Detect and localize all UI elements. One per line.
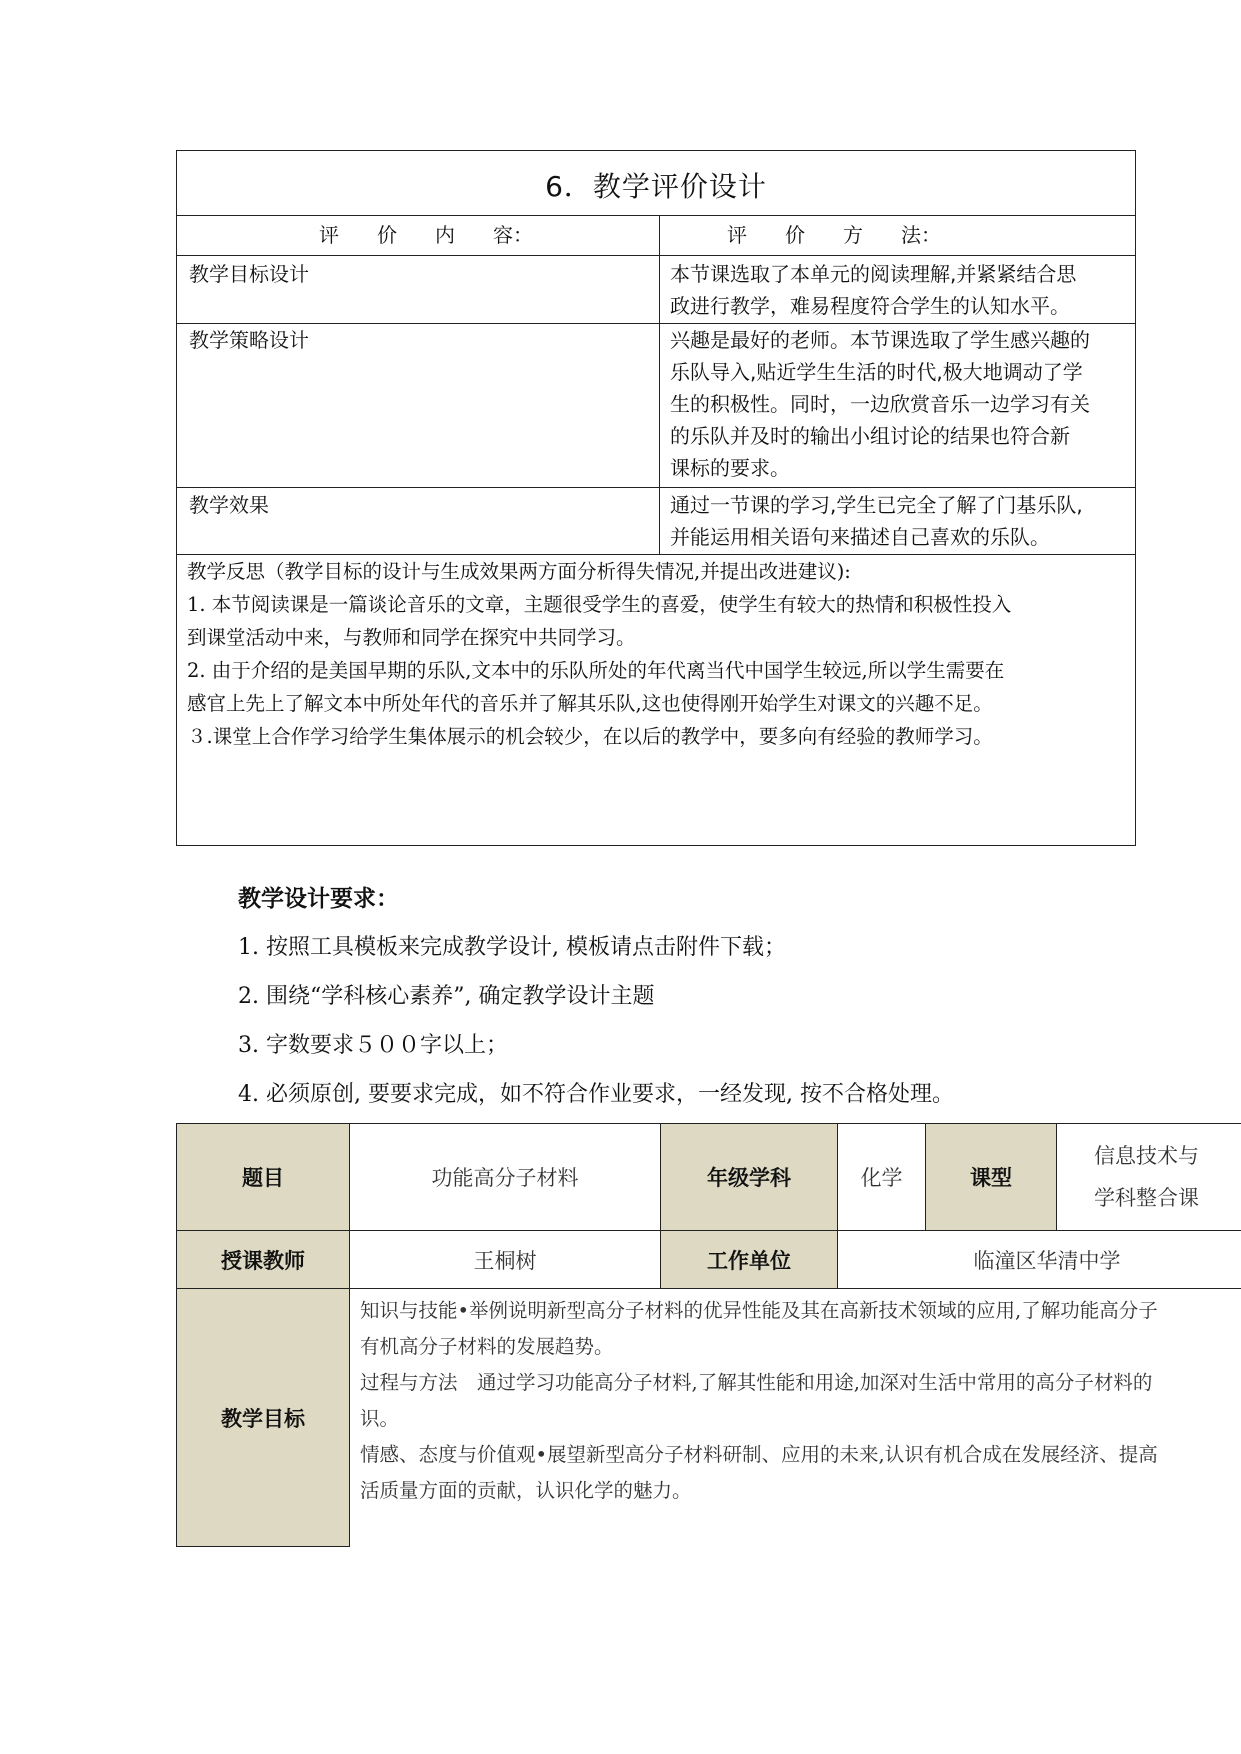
header-char: 方 xyxy=(843,223,863,247)
evaluation-table xyxy=(176,150,1136,846)
header-char: 法： xyxy=(901,223,941,247)
text-line: 兴趣是最好的老师。本节课选取了学生感兴趣的 xyxy=(670,328,1090,352)
row-divider xyxy=(177,255,1135,256)
text-line: 本节课选取了本单元的阅读理解,并紧紧结合思 xyxy=(670,262,1077,286)
teaching-reflection xyxy=(187,555,1127,753)
design-requirements xyxy=(238,880,954,1127)
header-char: 容： xyxy=(493,223,533,247)
text-line: 政进行教学，难易程度符合学生的认知水平。 xyxy=(670,294,1070,318)
header-char: 评 xyxy=(319,223,339,247)
reflection-line: 2. 由于介绍的是美国早期的乐队,文本中的乐队所处的年代离当代中国学生较远,所以学生需要在 xyxy=(187,659,1005,682)
text-line: 乐队导入,贴近学生生活的时代,极大地调动了学 xyxy=(670,360,1083,384)
reflection-line: 1. 本节阅读课是一篇谈论音乐的文章，主题很受学生的喜爱，使学生有较大的热情和积极性投入 xyxy=(187,593,1012,616)
eval-method-strategy xyxy=(670,324,1130,484)
header-char: 评 xyxy=(727,223,747,247)
type-label: 课型 xyxy=(926,1124,1057,1231)
objective-line: 过程与方法 通过学习功能高分子材料,了解其性能和用途,加深对生活中常用的高分子材料的 xyxy=(360,1371,1153,1394)
requirement-item: 4. 必须原创, 要要求完成，如不符合作业要求，一经发现, 按不合格处理。 xyxy=(238,1082,954,1107)
column-divider xyxy=(659,215,660,554)
lesson-info-table xyxy=(176,1123,1241,1547)
text-line: 的乐队并及时的输出小组讨论的结果也符合新 xyxy=(670,424,1070,448)
objective-line: 知识与技能•举例说明新型高分子材料的优异性能及其在高新技术领域的应用,了解功能高分子 xyxy=(360,1299,1158,1322)
header-content xyxy=(319,219,571,251)
eval-item-strategy: 教学策略设计 xyxy=(189,328,309,352)
requirement-item: 2. 围绕“学科核心素养”, 确定教学设计主题 xyxy=(238,984,655,1009)
type-line: 学科整合课 xyxy=(1094,1186,1199,1210)
objective-line: 识。 xyxy=(360,1407,400,1430)
reflection-line: 教学反思（教学目标的设计与生成效果两方面分析得失情况,并提出改进建议): xyxy=(187,560,851,583)
requirements-title: 教学设计要求： xyxy=(238,885,399,912)
unit-value: 临潼区华清中学 xyxy=(838,1231,1241,1289)
topic-label: 题目 xyxy=(177,1124,350,1231)
topic-value: 功能高分子材料 xyxy=(350,1124,661,1231)
eval-method-objective xyxy=(670,258,1130,322)
teacher-value: 王桐树 xyxy=(350,1231,661,1289)
type-line: 信息技术与 xyxy=(1094,1144,1199,1168)
reflection-line: ３.课堂上合作学习给学生集体展示的机会较少，在以后的教学中，要多向有经验的教师学习。 xyxy=(187,725,993,748)
row-divider xyxy=(177,215,1135,216)
grade-value: 化学 xyxy=(838,1124,926,1231)
reflection-line: 感官上先上了解文本中所处年代的音乐并了解其乐队,这也使得刚开始学生对课文的兴趣不足。 xyxy=(187,692,993,715)
objectives-text xyxy=(360,1293,1241,1509)
unit-label: 工作单位 xyxy=(661,1231,838,1289)
teacher-label: 授课教师 xyxy=(177,1231,350,1289)
header-char: 价 xyxy=(377,223,397,247)
objectives-label: 教学目标 xyxy=(177,1289,350,1547)
type-value xyxy=(1057,1124,1241,1231)
objectives-cell xyxy=(350,1289,1241,1547)
objective-line: 活质量方面的贡献，认识化学的魅力。 xyxy=(360,1479,692,1502)
requirement-item: 3. 字数要求５００字以上； xyxy=(238,1033,508,1058)
text-line: 生的积极性。同时，一边欣赏音乐一边学习有关 xyxy=(670,392,1090,416)
text-line: 课标的要求。 xyxy=(670,456,790,480)
requirement-item: 1. 按照工具模板来完成教学设计, 模板请点击附件下载； xyxy=(238,935,786,960)
grade-label: 年级学科 xyxy=(661,1124,838,1231)
eval-method-effect xyxy=(670,489,1130,553)
header-method xyxy=(727,219,979,251)
objective-line: 有机高分子材料的发展趋势。 xyxy=(360,1335,614,1358)
row-divider xyxy=(177,487,1135,488)
text-line: 并能运用相关语句来描述自己喜欢的乐队。 xyxy=(670,525,1050,549)
eval-item-effect: 教学效果 xyxy=(189,493,269,517)
objective-line: 情感、态度与价值观•展望新型高分子材料研制、应用的未来,认识有机合成在发展经济、提高 xyxy=(360,1443,1158,1466)
reflection-line: 到课堂活动中来，与教师和同学在探究中共同学习。 xyxy=(187,626,636,649)
eval-item-objective: 教学目标设计 xyxy=(189,262,309,286)
evaluation-title: 6．教学评价设计 xyxy=(545,170,767,203)
header-char: 内 xyxy=(435,223,455,247)
header-char: 价 xyxy=(785,223,805,247)
text-line: 通过一节课的学习,学生已完全了解了门基乐队, xyxy=(670,493,1083,517)
